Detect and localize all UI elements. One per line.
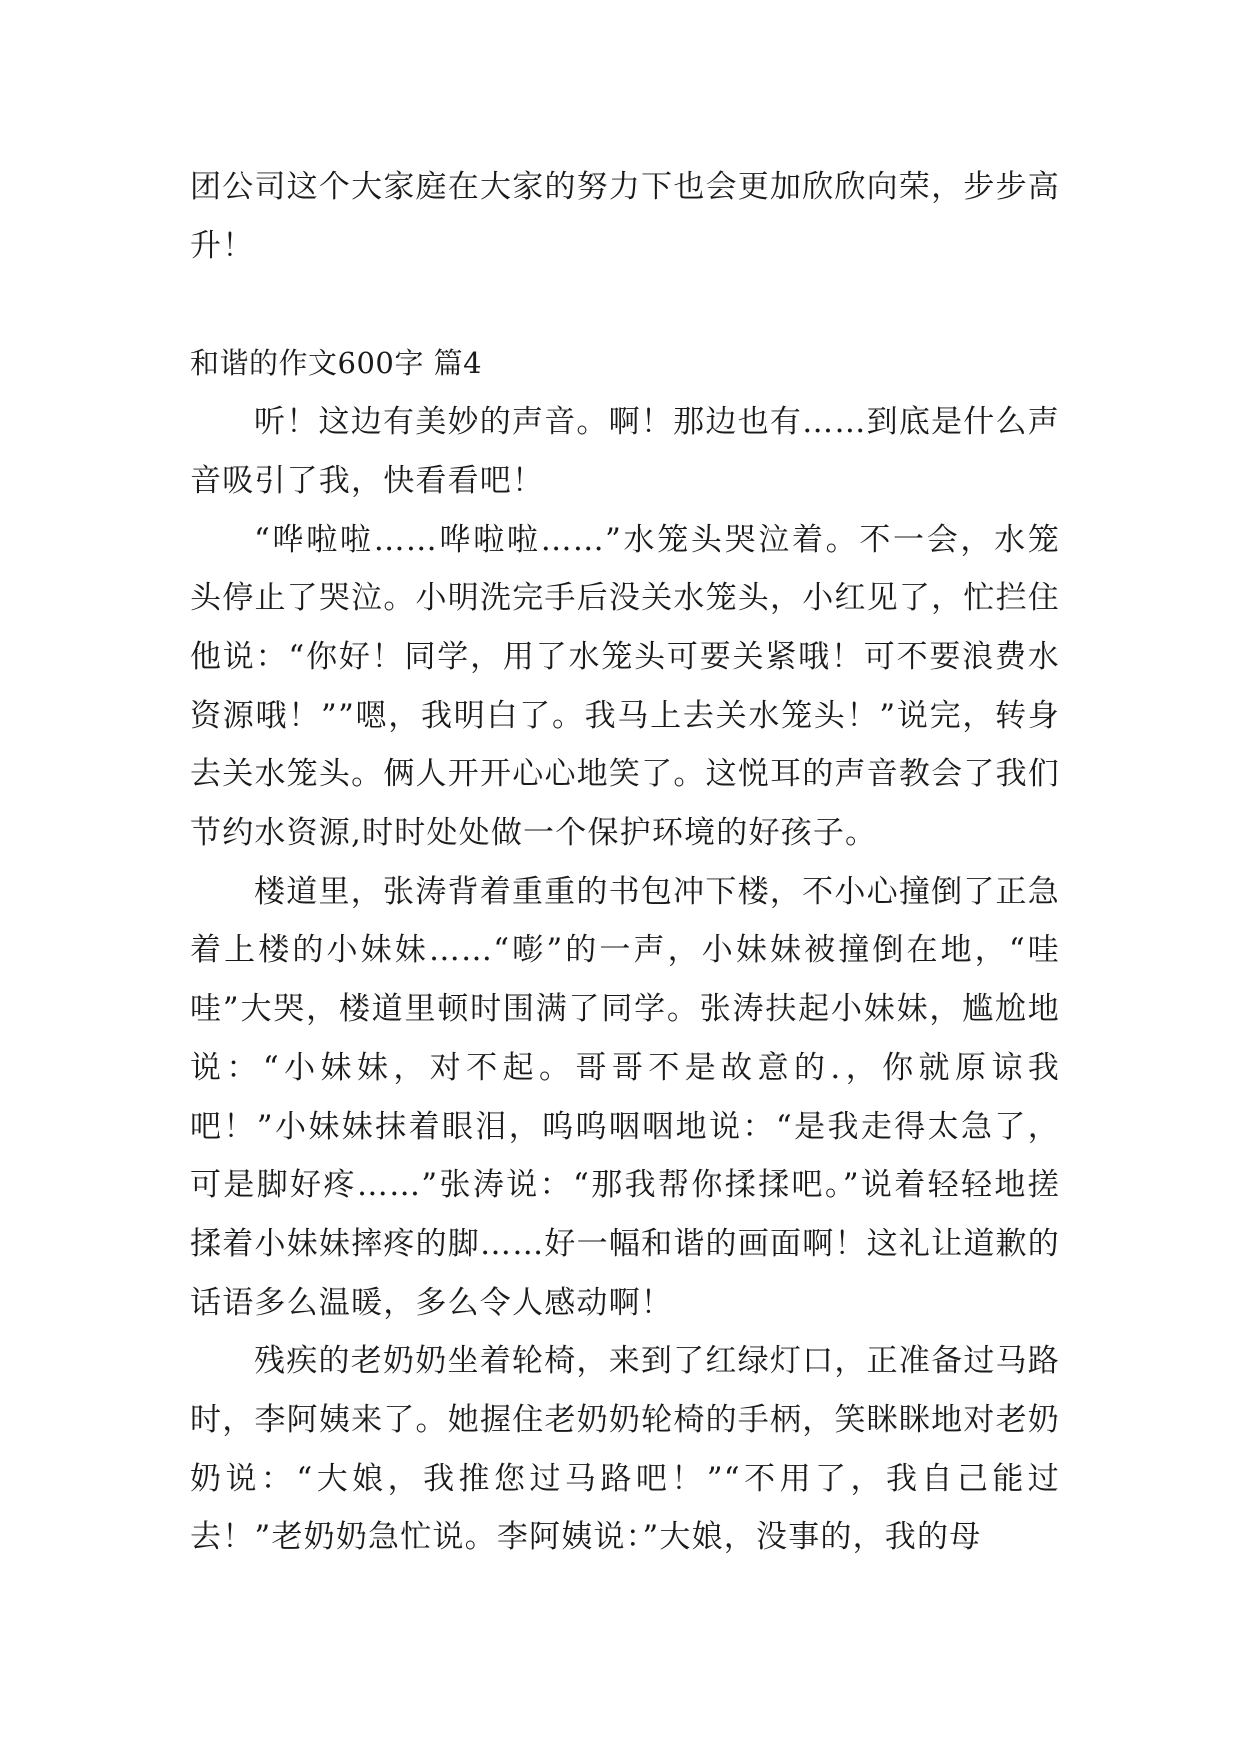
body-paragraph: “哗啦啦……哗啦啦……”水笼头哭泣着。不一会，水笼头停止了哭泣。小明洗完手后没关水笼头，小红见了，忙拦住他说：“你好！同学，用了水笼头可要关紧哦！可不要浪费水资源哦！””嗯，我明白了。我马上去关水笼头！”说完，转身去关水笼头。俩人开开心心地笑了。这悦耳的声音教会了我们节约水资源,时时处处做一个保护环境的好孩子。: [190, 521, 1060, 852]
continuation-paragraph: 团公司这个大家庭在大家的努力下也会更加欣欣向荣，步步高升！: [190, 169, 1060, 264]
body-paragraph: 楼道里，张涛背着重重的书包冲下楼，不小心撞倒了正急着上楼的小妹妹……“嘭”的一声，小妹妹被撞倒在地，“哇哇”大哭，楼道里顿时围满了同学。张涛扶起小妹妹，尴尬地说：“小妹妹，对不起。哥哥不是故意的.，你就原谅我吧！”小妹妹抹着眼泪，呜呜咽咽地说：“是我走得太急了，可是脚好疼……”张涛说：“那我帮你揉揉吧。”说着轻轻地搓揉着小妹妹摔疼的脚……好一幅和谐的画面啊！这礼让道歉的话语多么温暖，多么令人感动啊！: [190, 873, 1060, 1321]
section-title: 和谐的作文600字 篇4: [190, 346, 483, 381]
body-paragraph: 听！这边有美妙的声音。啊！那边也有……到底是什么声音吸引了我，快看看吧！: [190, 404, 1060, 499]
text-column: [190, 158, 1060, 1567]
body-paragraph: 残疾的老奶奶坐着轮椅，来到了红绿灯口，正准备过马路时，李阿姨来了。她握住老奶奶轮椅的手柄，笑眯眯地对老奶奶说：“大娘，我推您过马路吧！”“不用了，我自己能过去！”老奶奶急忙说。李阿姨说：”大娘，没事的，我的母: [190, 1343, 1060, 1556]
